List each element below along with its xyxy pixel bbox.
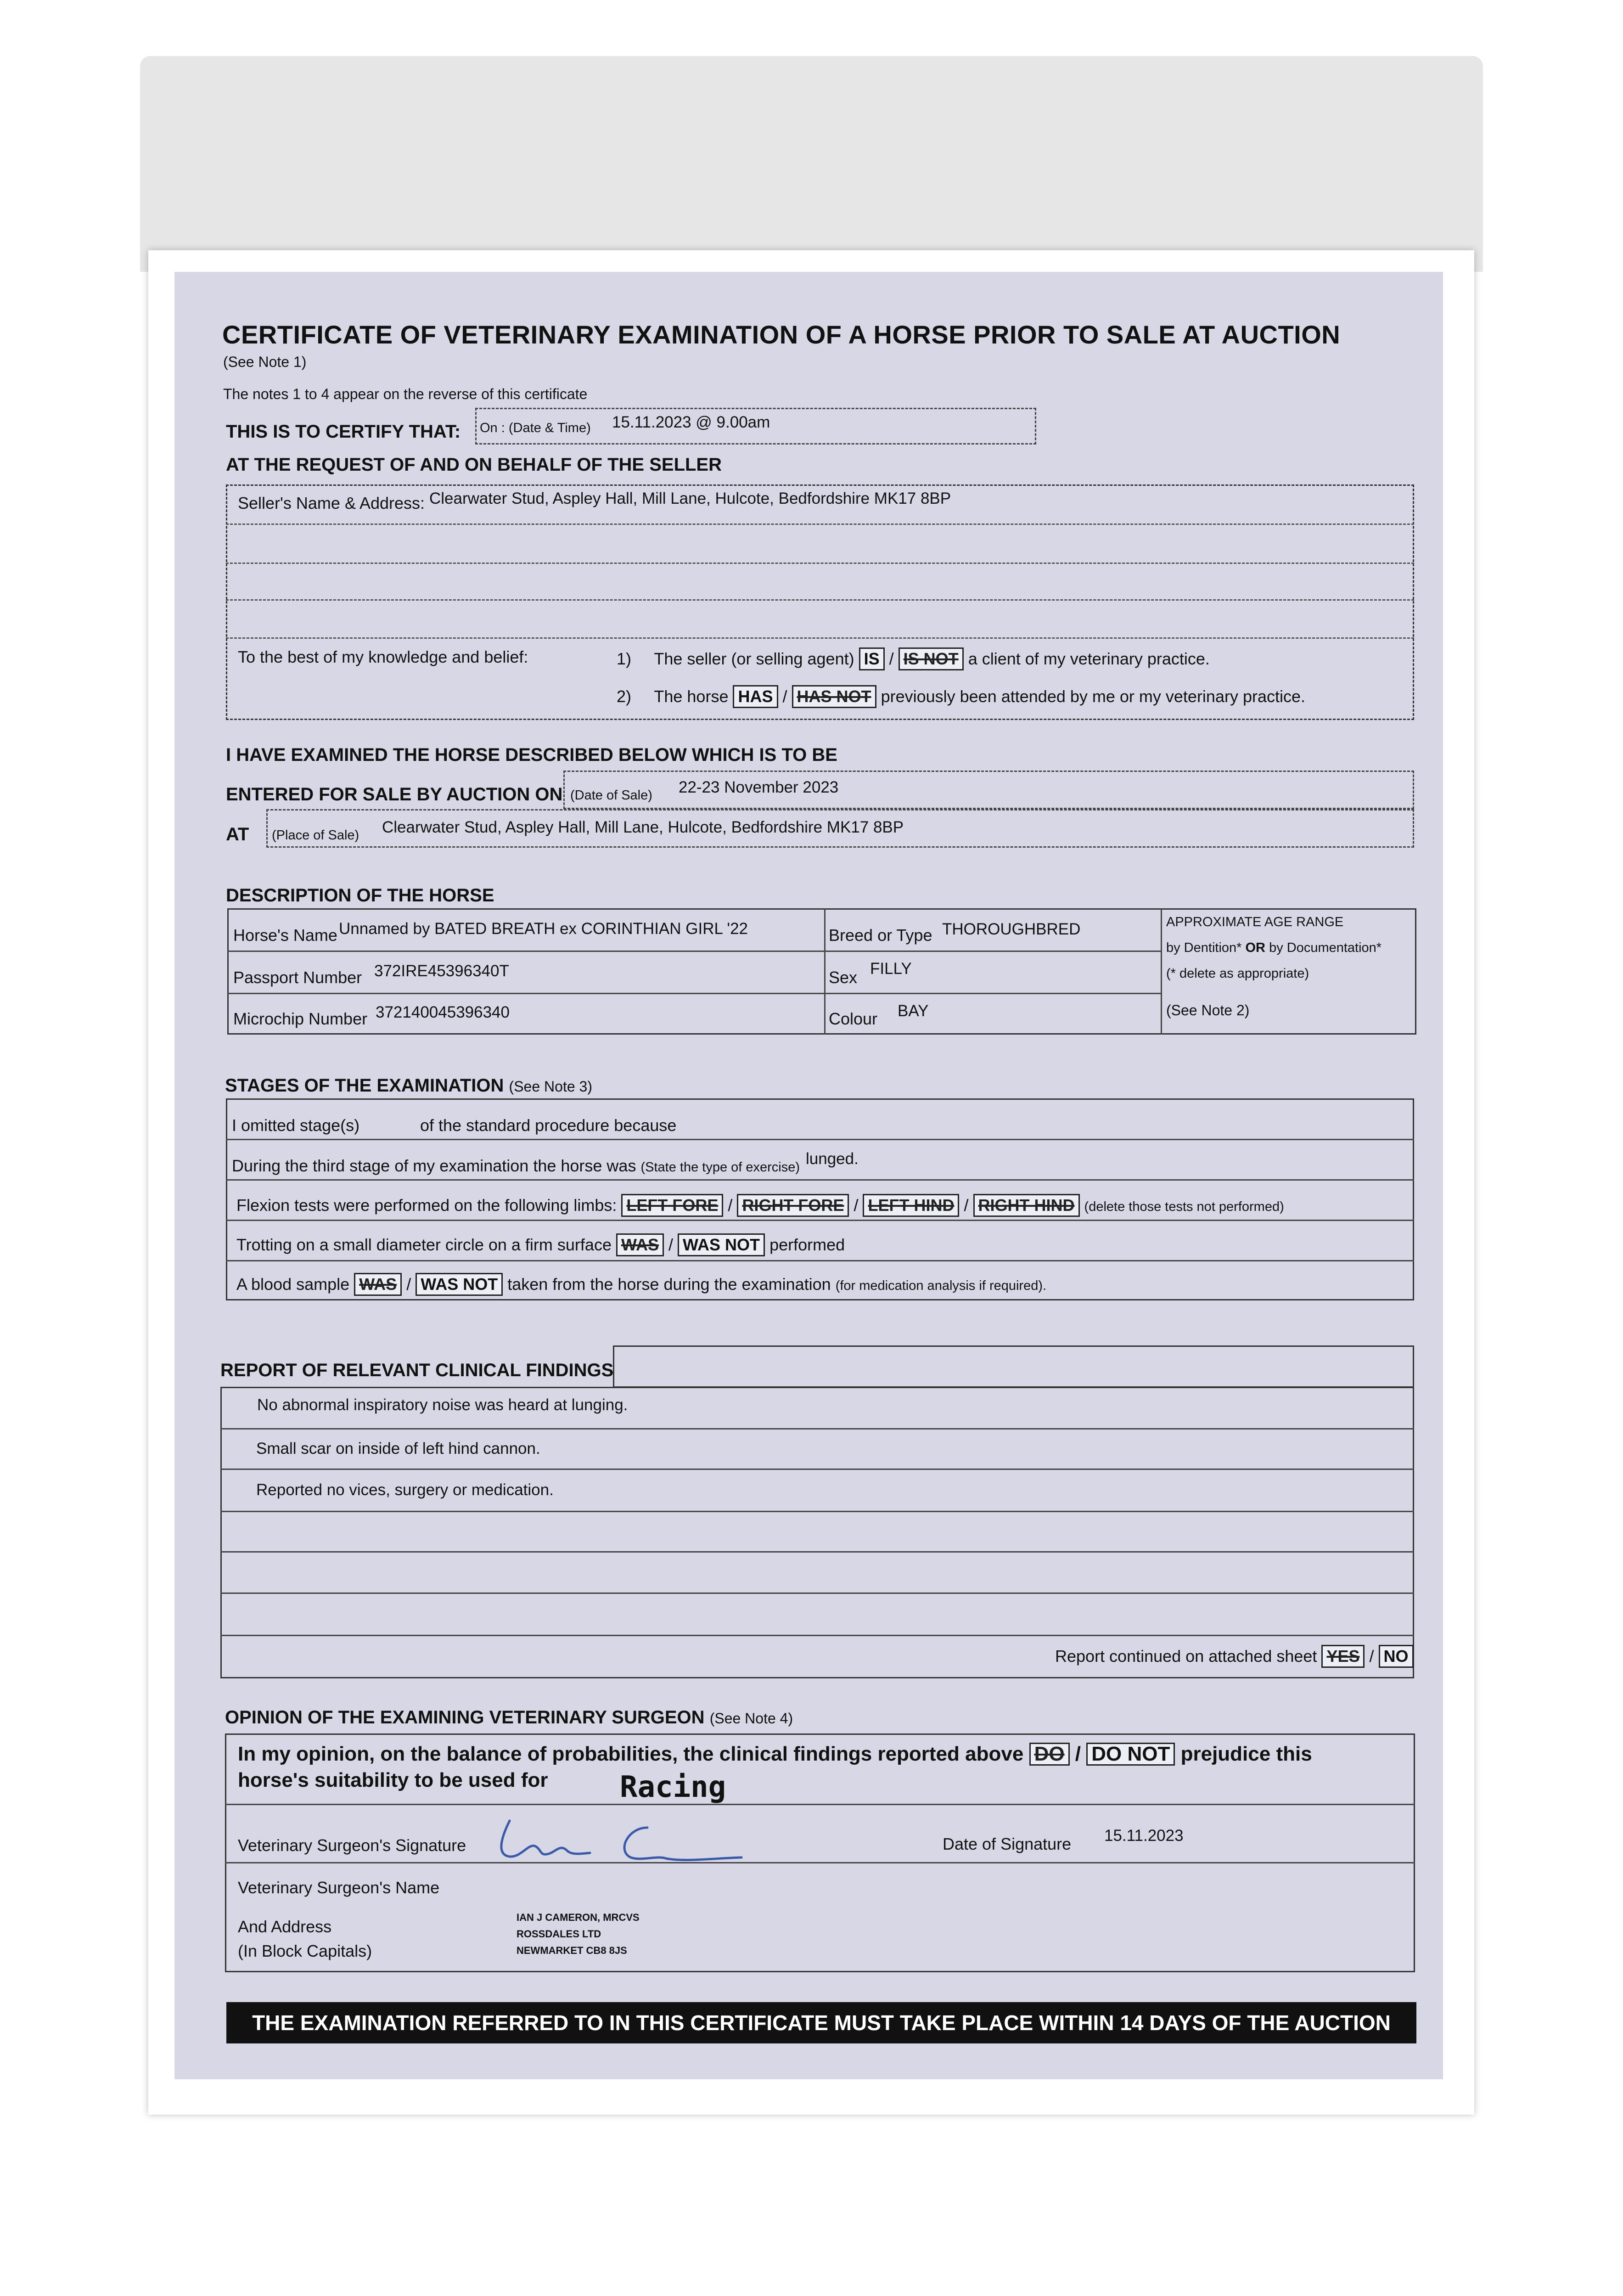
omitted-label: I omitted stage(s) — [232, 1116, 360, 1135]
signature-label: Veterinary Surgeon's Signature — [238, 1836, 466, 1855]
date-of-signature-value: 15.11.2023 — [1104, 1827, 1184, 1845]
footer-banner: THE EXAMINATION REFERRED TO IN THIS CERTIFICATE MUST TAKE PLACE WITHIN 14 DAYS OF THE AUCTION — [226, 2002, 1416, 2043]
colour-label: Colour — [829, 1009, 878, 1028]
seller-line-1 — [226, 523, 1414, 525]
horse-col-1 — [824, 908, 826, 1035]
belief-line-2: 2) The horse HAS / HAS NOT previously been attended by me or my veterinary practice. — [617, 685, 1305, 708]
date-of-signature-label: Date of Signature — [943, 1835, 1072, 1853]
opinion-do-option: DO — [1029, 1743, 1070, 1766]
opinion-line-2 — [225, 1862, 1415, 1863]
horse-row-2 — [227, 993, 1161, 994]
sale-place-label: (Place of Sale) — [272, 828, 359, 843]
horse-section-label: DESCRIPTION OF THE HORSE — [226, 885, 494, 906]
passport-value: 372IRE45396340T — [374, 962, 509, 980]
opinion-text-line2: horse's suitability to be used for — [238, 1769, 548, 1791]
opinion-text-line1: In my opinion, on the balance of probabilities, the clinical findings reported above DO / DO NOT prejudice this — [238, 1743, 1312, 1765]
surgeon-name-label: Veterinary Surgeon's Name — [238, 1878, 440, 1897]
seller-value: Clearwater Stud, Aspley Hall, Mill Lane, Hulcote, Bedfordshire MK17 8BP — [429, 490, 951, 507]
third-stage-value: lunged. — [806, 1150, 859, 1168]
opinion-line-1 — [225, 1804, 1415, 1805]
certificate-title: CERTIFICATE OF VETERINARY EXAMINATION OF A HORSE PRIOR TO SALE AT AUCTION — [222, 320, 1341, 349]
sale-date-label: (Date of Sale) — [570, 788, 652, 803]
examined-label: I HAVE EXAMINED THE HORSE DESCRIBED BELOW WHICH IS TO BE — [226, 745, 837, 765]
belief-line-1: 1) The seller (or selling agent) IS / IS NOT a client of my veterinary practice. — [617, 647, 1210, 670]
notes-text: The notes 1 to 4 appear on the reverse of this certificate — [223, 386, 588, 402]
colour-value: BAY — [898, 1002, 929, 1020]
has-not-option: HAS NOT — [792, 685, 876, 708]
limb-right-fore: RIGHT FORE — [737, 1194, 849, 1217]
certify-label: THIS IS TO CERTIFY THAT: — [226, 422, 461, 442]
has-option: HAS — [733, 685, 778, 708]
horse-name-label: Horse's Name — [233, 926, 337, 945]
belief-label: To the best of my knowledge and belief: — [238, 647, 528, 666]
omitted-post: of the standard procedure because — [420, 1116, 677, 1135]
passport-label: Passport Number — [233, 968, 362, 987]
sex-label: Sex — [829, 968, 858, 987]
report-line-6 — [220, 1635, 1414, 1636]
blood-row: A blood sample WAS / WAS NOT taken from the horse during the examination (for medication analysis if required). — [236, 1273, 1046, 1296]
limb-left-hind: LEFT HIND — [863, 1194, 959, 1217]
report-header-field — [613, 1345, 1414, 1388]
seller-line-4 — [226, 637, 1414, 639]
trotting-row: Trotting on a small diameter circle on a firm surface WAS / WAS NOT performed — [236, 1233, 845, 1256]
report-line-4 — [220, 1551, 1414, 1553]
block-capitals-label: (In Block Capitals) — [238, 1941, 372, 1960]
report-line-3 — [220, 1511, 1414, 1512]
horse-row-1 — [227, 951, 1161, 952]
is-option: IS — [859, 647, 885, 670]
is-not-option: IS NOT — [899, 647, 964, 670]
blood-was-not-option: WAS NOT — [416, 1273, 503, 1296]
trot-was-option: WAS — [616, 1233, 664, 1256]
request-label: AT THE REQUEST OF AND ON BEHALF OF THE SELLER — [226, 455, 722, 475]
opinion-do-not-option: DO NOT — [1086, 1743, 1175, 1766]
report-line-2 — [220, 1469, 1414, 1470]
continued-yes: YES — [1321, 1645, 1365, 1668]
signature-image — [491, 1812, 748, 1869]
stages-row-3 — [226, 1220, 1414, 1221]
flexion-row: Flexion tests were performed on the following limbs: LEFT FORE / RIGHT FORE / LEFT HIND / RIGHT HIND (delete those tests not performed) — [236, 1194, 1284, 1217]
surgeon-stamp: IAN J CAMERON, MRCVS ROSSDALES LTD NEWMARKET CB8 8JS — [517, 1912, 640, 1956]
report-finding-3: Reported no vices, surgery or medication. — [256, 1481, 554, 1499]
report-line-5 — [220, 1593, 1414, 1594]
blood-was-option: WAS — [354, 1273, 402, 1296]
age-delete: (* delete as appropriate) — [1166, 966, 1309, 981]
continued-no: NO — [1379, 1645, 1414, 1668]
horse-name-value: Unnamed by BATED BREATH ex CORINTHIAN GIRL '22 — [339, 920, 748, 938]
opinion-section: OPINION OF THE EXAMINING VETERINARY SURGEON (See Note 4) — [225, 1707, 793, 1728]
seller-line-3 — [226, 599, 1414, 601]
seller-line-2 — [226, 563, 1414, 564]
use-value: Racing — [620, 1770, 726, 1804]
limb-right-hind: RIGHT HIND — [973, 1194, 1080, 1217]
sale-place-value: Clearwater Stud, Aspley Hall, Mill Lane, Hulcote, Bedfordshire MK17 8BP — [382, 818, 904, 836]
on-date-label: On : (Date & Time) — [480, 421, 591, 435]
microchip-value: 372140045396340 — [376, 1003, 510, 1021]
report-section-label: REPORT OF RELEVANT CLINICAL FINDINGS — [220, 1360, 614, 1380]
microchip-label: Microchip Number — [233, 1009, 368, 1028]
stages-section: STAGES OF THE EXAMINATION (See Note 3) — [225, 1075, 592, 1096]
surgeon-address-label: And Address — [238, 1917, 332, 1936]
entered-label: ENTERED FOR SALE BY AUCTION ON — [226, 784, 563, 805]
trot-was-not-option: WAS NOT — [678, 1233, 765, 1256]
stages-row-2 — [226, 1179, 1414, 1181]
see-note-1: (See Note 1) — [223, 354, 307, 370]
third-stage-row: During the third stage of my examination the horse was (State the type of exercise) — [232, 1156, 800, 1175]
report-continued: Report continued on attached sheet YES / NO — [1055, 1645, 1414, 1668]
limb-left-fore: LEFT FORE — [621, 1194, 723, 1217]
breed-value: THOROUGHBRED — [942, 920, 1081, 938]
age-method: by Dentition* OR by Documentation* — [1166, 940, 1382, 955]
stages-row-1 — [226, 1139, 1414, 1140]
stages-row-4 — [226, 1260, 1414, 1261]
age-title: APPROXIMATE AGE RANGE — [1166, 915, 1344, 929]
horse-col-2 — [1161, 908, 1162, 1035]
at-label: AT — [226, 824, 249, 844]
report-finding-2: Small scar on inside of left hind cannon. — [256, 1440, 540, 1458]
viewer-top-band — [140, 56, 1483, 272]
breed-label: Breed or Type — [829, 926, 932, 945]
age-note: (See Note 2) — [1166, 1002, 1250, 1019]
seller-label: Seller's Name & Address: — [238, 494, 425, 512]
on-date-value: 15.11.2023 @ 9.00am — [612, 413, 770, 431]
sale-date-value: 22-23 November 2023 — [679, 778, 839, 796]
report-line-1 — [220, 1428, 1414, 1429]
sex-value: FILLY — [870, 960, 912, 978]
report-finding-1: No abnormal inspiratory noise was heard at lunging. — [257, 1396, 628, 1414]
